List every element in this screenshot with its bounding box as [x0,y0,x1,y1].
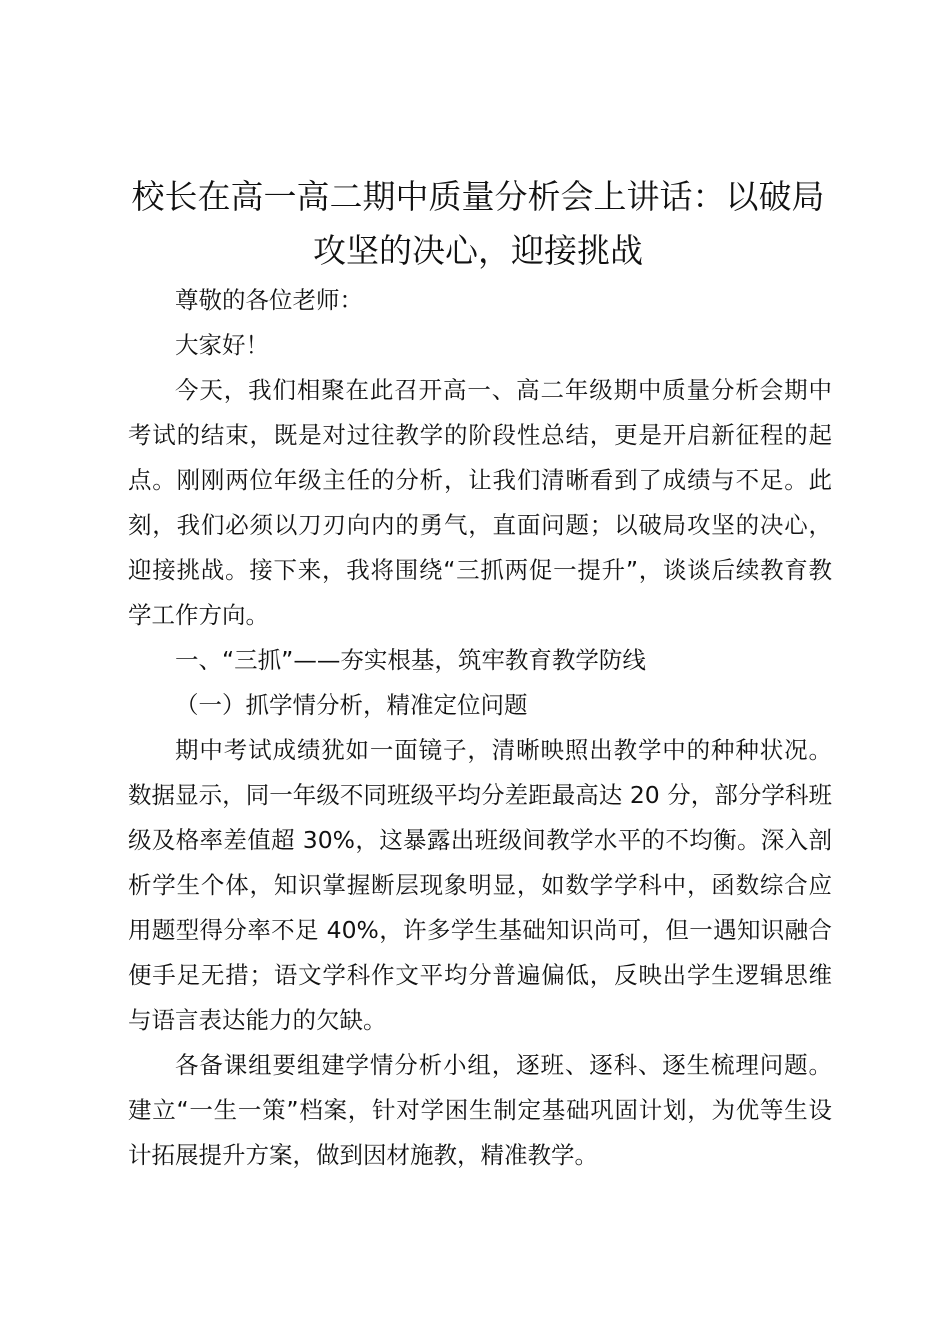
subsection-heading: （一）抓学情分析，精准定位问题 [175,691,528,719]
body-paragraph: 各备课组要组建学情分析小组，逐班、逐科、逐生梳理问题。建立“一生一策”档案，针对学困生制定基础巩固计划，为优等生设计拓展提升方案，做到因材施教，精准教学。 [128,1051,832,1169]
intro-paragraph: 今天，我们相聚在此召开高一、高二年级期中质量分析会期中考试的结束，既是对过往教学的阶段性总结，更是开启新征程的起点。刚刚两位年级主任的分析，让我们清晰看到了成绩与不足。此刻，我们必须以刀刃向内的勇气，直面问题；以破局攻坚的决心，迎接挑战。接下来，我将围绕“三抓两促一提升”，谈谈后续教育教学工作方向。 [128,376,832,629]
salutation: 尊敬的各位老师： [175,286,363,314]
body-paragraph: 期中考试成绩犹如一面镜子，清晰映照出教学中的种种状况。数据显示，同一年级不同班级平均分差距最高达 20 分，部分学科班级及格率差值超 30%，这暴露出班级间教学水平的不均衡。深入剖析学生个体，知识掌握断层现象明显，如数学学科中，函数综合应用题型得分率不足 40%，许多学生基础知识尚可，但一遇知识融合便手足无措；语文学科作文平均分普遍偏低，反映出学生逻辑思维与语言表达能力的欠缺。 [128,736,832,1034]
document-body [128,278,832,1178]
greeting: 大家好！ [175,331,269,359]
section-heading: 一、“三抓”——夯实根基，筑牢教育教学防线 [175,646,646,674]
document-title: 校长在高一高二期中质量分析会上讲话：以破局攻坚的决心，迎接挑战 [131,177,825,270]
